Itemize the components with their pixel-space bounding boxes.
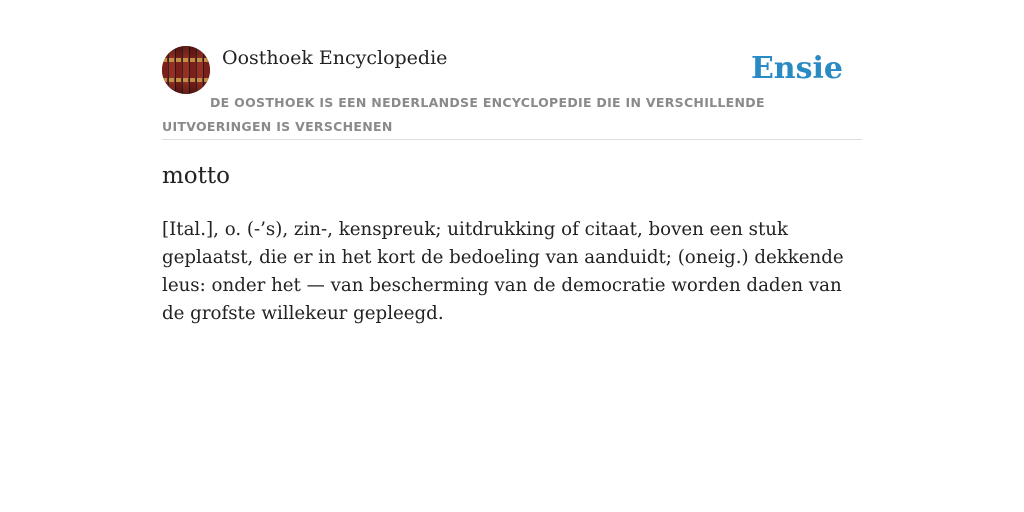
brand-logo[interactable]: Ensie	[750, 51, 843, 86]
header-divider	[162, 139, 862, 140]
site-tagline: DE OOSTHOEK IS EEN NEDERLANDSE ENCYCLOPEDIE DIE IN VERSCHILLENDE UITVOERINGEN IS VERSCHENEN	[162, 95, 765, 134]
avatar-band-bottom	[162, 78, 210, 82]
entry-definition: [Ital.], o. (-’s), zin-, kenspreuk; uitdrukking of citaat, boven een stuk geplaatst, die er in het kort de bedoeling van aanduidt; (oneig.) dekkende leus: onder het — van bescherming van de democratie worden daden van de grofste willekeur gepleegd.	[162, 219, 844, 324]
avatar-band-top	[162, 58, 210, 62]
site-name-link[interactable]: Oosthoek Encyclopedie	[222, 47, 448, 69]
encyclopedia-books-icon[interactable]	[162, 46, 210, 94]
avatar-books	[162, 46, 210, 94]
entry-term: motto	[162, 163, 230, 189]
